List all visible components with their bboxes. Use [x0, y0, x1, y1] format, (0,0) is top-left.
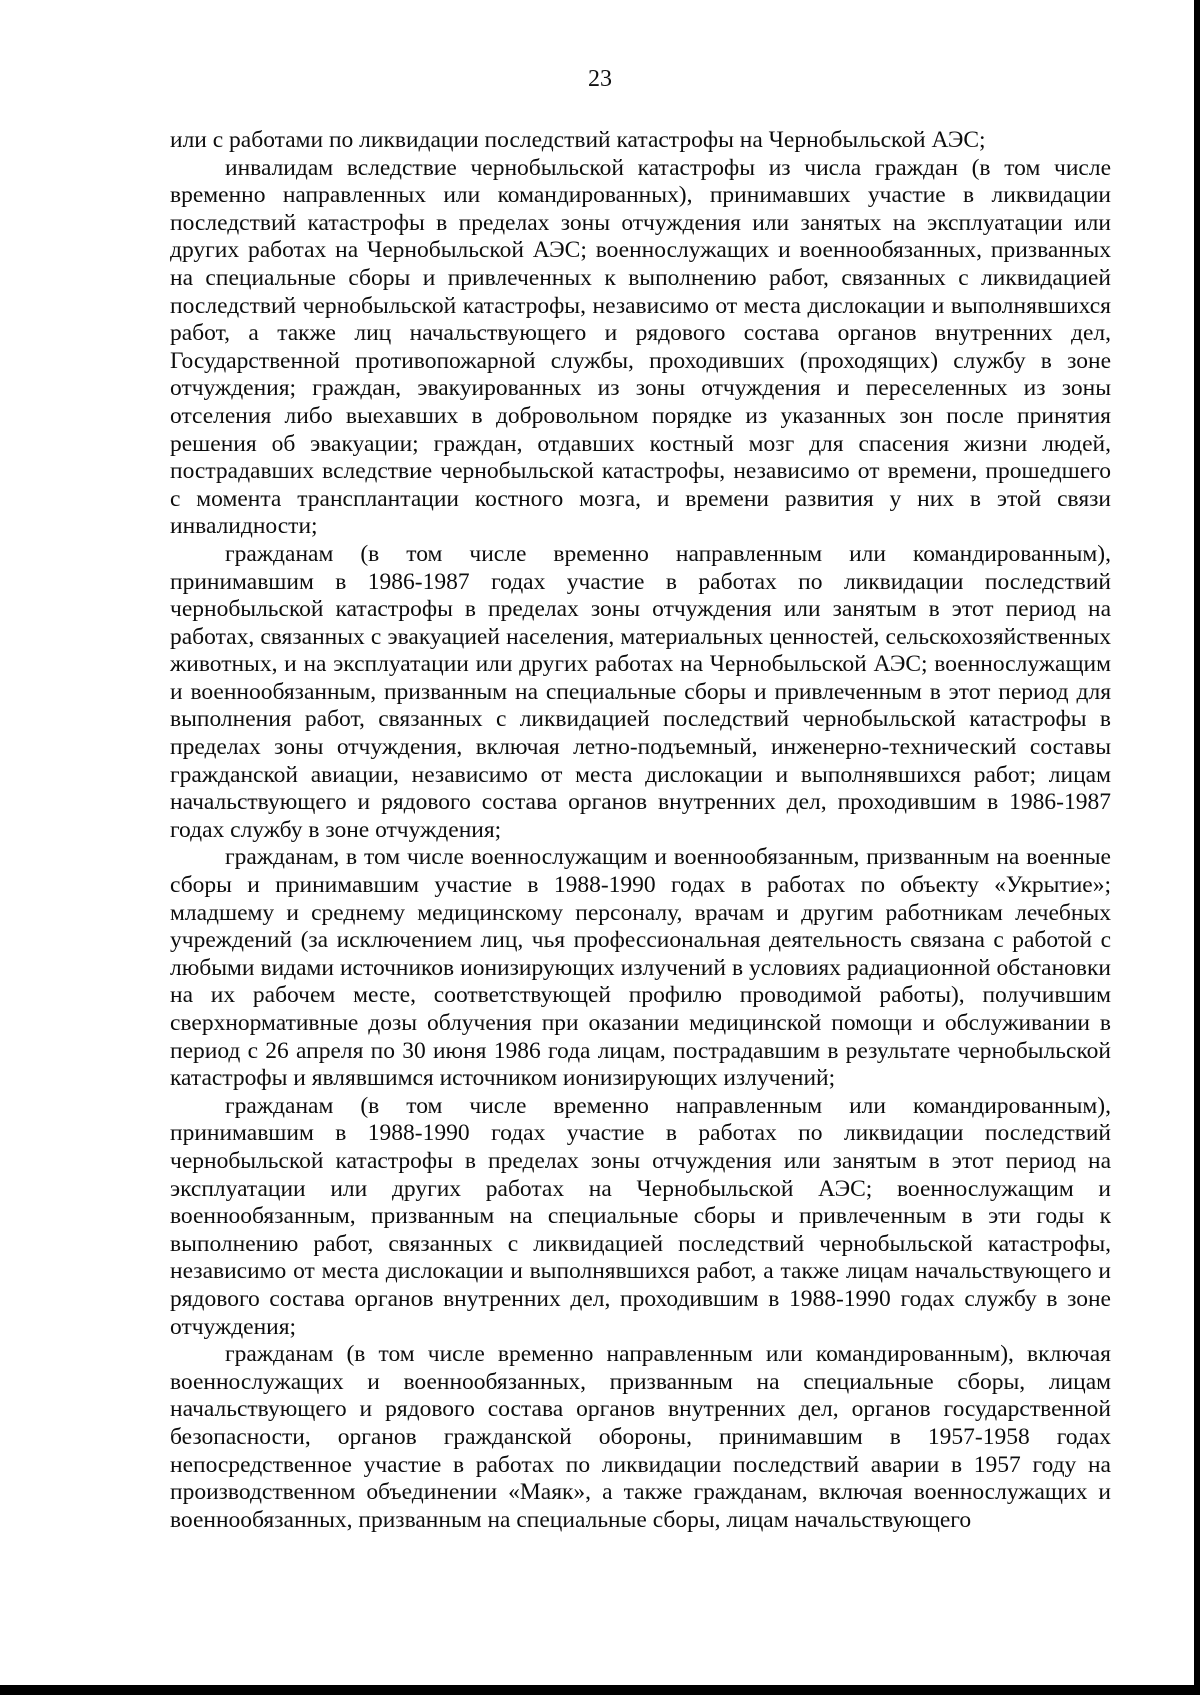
paragraph: гражданам, в том числе военнослужащим и военнообязанным, призванным на военные сборы и принимавшим участие в 1988-1990 годах в работах по объекту «Укрытие»; младшему и среднему медицинскому персоналу, врачам и другим работникам лечебных учреждений (за исключением лиц, чья профессиональная деятельность связана с работой с любыми видами источников ионизирующих излучений в условиях радиационной обстановки на их рабочем месте, соответствующей профилю проводимой работы), получившим сверхнормативные дозы облучения при оказании медицинской помощи и обслуживании в период с 26 апреля по 30 июня 1986 года лицам, пострадавшим в результате чернобыльской катастрофы и являвшимся источником ионизирующих излучений;: [170, 844, 1111, 1092]
scan-edge-bottom: [0, 1685, 1200, 1695]
scan-edge-right: [1194, 0, 1200, 1695]
document-body: [170, 127, 1111, 1534]
paragraph: гражданам (в том числе временно направленным или командированным), включая военнослужащих и военнообязанных, призванным на специальные сборы, лицам начальствующего и рядового состава органов внутренних дел, органов государственной безопасности, органов гражданской обороны, принимавшим в 1957-1958 годах непосредственное участие в работах по ликвидации последствий аварии в 1957 году на производственном объединении «Маяк», а также гражданам, включая военнослужащих и военнообязанных, призванным на специальные сборы, лицам начальствующего: [170, 1341, 1111, 1533]
paragraph-continuation: или с работами по ликвидации последствий катастрофы на Чернобыльской АЭС;: [170, 127, 986, 153]
paragraph: инвалидам вследствие чернобыльской катастрофы из числа граждан (в том числе временно направленных или командированных), принимавших участие в ликвидации последствий катастрофы в пределах зоны отчуждения или занятых на эксплуатации или других работах на Чернобыльской АЭС; военнослужащих и военнообязанных, призванных на специальные сборы и привлеченных к выполнению работ, связанных с ликвидацией последствий чернобыльской катастрофы, независимо от места дислокации и выполнявшихся работ, а также лиц начальствующего и рядового состава органов внутренних дел, Государственной противопожарной службы, проходивших (проходящих) службу в зоне отчуждения; граждан, эвакуированных из зоны отчуждения и переселенных из зоны отселения либо выехавших в добровольном порядке из указанных зон после принятия решения об эвакуации; граждан, отдавших костный мозг для спасения жизни людей, пострадавших вследствие чернобыльской катастрофы, независимо от времени, прошедшего с момента трансплантации костного мозга, и времени развития у них в этой связи инвалидности;: [170, 154, 1111, 540]
paragraph: гражданам (в том числе временно направленным или командированным), принимавшим в 1986-1987 годах участие в работах по ликвидации последствий чернобыльской катастрофы в пределах зоны отчуждения или занятым в этот период на работах, связанных с эвакуацией населения, материальных ценностей, сельскохозяйственных животных, и на эксплуатации или других работах на Чернобыльской АЭС; военнослужащим и военнообязанным, призванным на специальные сборы и привлеченным в этот период для выполнения работ, связанных с ликвидацией последствий чернобыльской катастрофы в пределах зоны отчуждения, включая летно-подъемный, инженерно-технический составы гражданской авиации, независимо от места дислокации и выполнявшихся работ; лицам начальствующего и рядового состава органов внутренних дел, проходившим в 1986-1987 годах службу в зоне отчуждения;: [170, 540, 1111, 843]
page-number: 23: [588, 66, 612, 92]
paragraph: гражданам (в том числе временно направленным или командированным), принимавшим в 1988-1990 годах участие в работах по ликвидации последствий чернобыльской катастрофы в пределах зоны отчуждения или занятым в этот период на эксплуатации или других работах на Чернобыльской АЭС; военнослужащим и военнообязанным, призванным на специальные сборы и привлеченным в эти годы к выполнению работ, связанных с ликвидацией последствий чернобыльской катастрофы, независимо от места дислокации и выполнявшихся работ, а также лицам начальствующего и рядового состава органов внутренних дел, проходившим в 1988-1990 годах службу в зоне отчуждения;: [170, 1092, 1111, 1340]
